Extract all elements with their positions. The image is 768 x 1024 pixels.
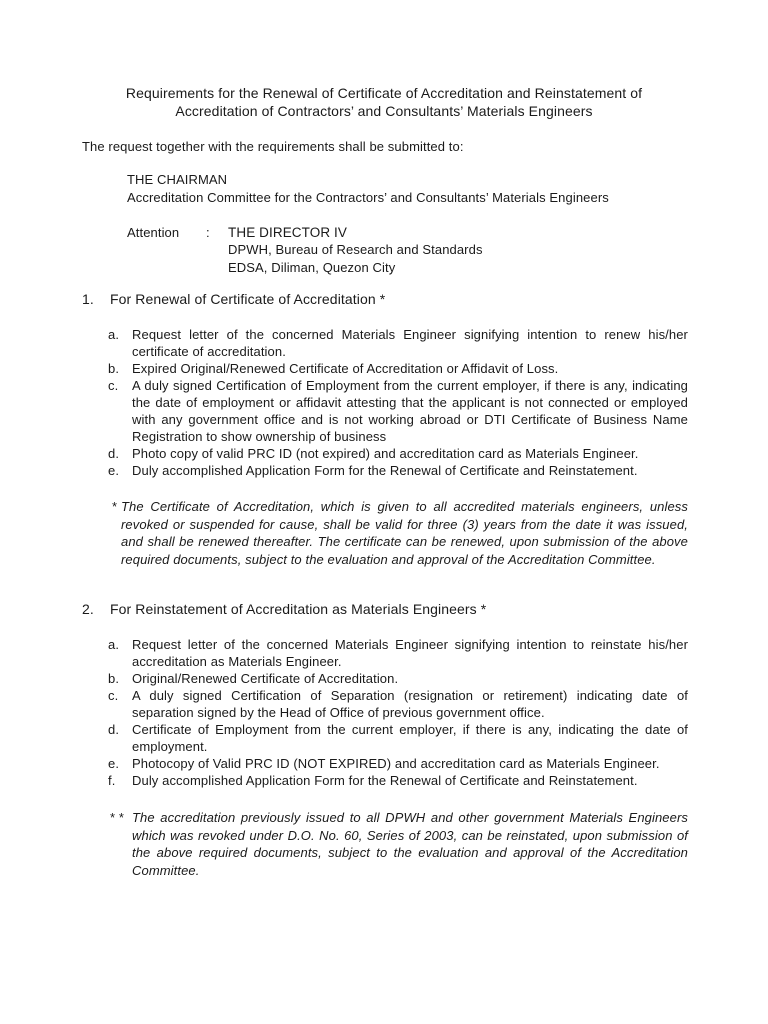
section-1-note <box>112 498 688 568</box>
list-item <box>108 721 688 755</box>
title-line-2: Accreditation of Contractors’ and Consultants’ Materials Engineers <box>175 103 593 119</box>
item-letter: d. <box>108 446 120 461</box>
list-item <box>108 755 688 772</box>
document-title <box>60 84 708 120</box>
item-letter: e. <box>108 756 120 771</box>
item-letter: a. <box>108 327 120 342</box>
section-number: 2. <box>82 601 94 617</box>
item-text: Expired Original/Renewed Certificate of Accreditation or Affidavit of Loss. <box>132 361 559 376</box>
item-letter: c. <box>108 378 119 393</box>
section-heading-text: For Renewal of Certificate of Accreditation * <box>110 291 386 307</box>
list-item <box>108 360 688 377</box>
section-1-requirements <box>108 326 688 479</box>
attention-line-1: THE DIRECTOR IV <box>228 225 348 240</box>
list-item <box>108 636 688 670</box>
list-item <box>108 377 688 445</box>
item-text: Photocopy of Valid PRC ID (NOT EXPIRED) and accreditation card as Materials Engineer. <box>132 756 660 771</box>
section-number: 1. <box>82 291 94 307</box>
attention-label: Attention <box>127 225 180 240</box>
item-text: Request letter of the concerned Materials Engineer signifying intention to reinstate his/her accreditation as Materials Engineer. <box>132 637 688 669</box>
list-item <box>108 462 688 479</box>
note-marker: * <box>112 499 118 514</box>
note-text: The Certificate of Accreditation, which is given to all accredited materials engineers, unless revoked or suspended for cause, shall be valid for three (3) years from the date it was issued, and shall be renewed thereafter. The certificate can be renewed, upon submission of the above required documents, subject to the evaluation and approval of the Accreditation Committee. <box>121 499 688 567</box>
item-letter: f. <box>108 773 116 788</box>
list-item <box>108 445 688 462</box>
item-text: Duly accomplished Application Form for the Renewal of Certificate and Reinstatement. <box>132 773 638 788</box>
item-text: Duly accomplished Application Form for the Renewal of Certificate and Reinstatement. <box>132 463 638 478</box>
item-letter: b. <box>108 361 120 376</box>
list-item <box>108 326 688 360</box>
attention-line-3: EDSA, Diliman, Quezon City <box>228 260 396 275</box>
item-text: A duly signed Certification of Separation (resignation or retirement) indicating date of separation signed by the Head of Office of previous government office. <box>132 688 688 720</box>
section-2-requirements <box>108 636 688 789</box>
section-2-note <box>110 809 688 879</box>
section-heading-text: For Reinstatement of Accreditation as Materials Engineers * <box>110 601 487 617</box>
item-text: Request letter of the concerned Materials Engineer signifying intention to renew his/her certificate of accreditation. <box>132 327 688 359</box>
list-item <box>108 687 688 721</box>
item-text: Photo copy of valid PRC ID (not expired) and accreditation card as Materials Engineer. <box>132 446 639 461</box>
note-text: The accreditation previously issued to all DPWH and other government Materials Engineers which was revoked under D.O. No. 60, Series of 2003, can be reinstated, upon submission of the above required documents, subject to the evaluation and approval of the Accreditation Committee. <box>132 810 688 878</box>
list-item <box>108 772 688 789</box>
item-letter: b. <box>108 671 120 686</box>
item-text: A duly signed Certification of Employment from the current employer, if there is any, indicating the date of employment or affidavit attesting that the applicant is not connected or employed with any government office and is not working abroad or DTI Certificate of Business Name Registration to show ownership of business <box>132 378 688 444</box>
note-marker: * * <box>110 810 125 825</box>
addressee-name: THE CHAIRMAN <box>127 172 228 187</box>
item-text: Original/Renewed Certificate of Accreditation. <box>132 671 399 686</box>
section-2-heading <box>82 601 486 617</box>
list-item <box>108 670 688 687</box>
intro-text: The request together with the requirements shall be submitted to: <box>82 139 464 154</box>
item-letter: a. <box>108 637 120 652</box>
item-letter: e. <box>108 463 120 478</box>
item-letter: c. <box>108 688 119 703</box>
item-text: Certificate of Employment from the current employer, if there is any, indicating the date of employment. <box>132 722 688 754</box>
attention-line-2: DPWH, Bureau of Research and Standards <box>228 242 483 257</box>
item-letter: d. <box>108 722 120 737</box>
attention-colon: : <box>206 225 210 240</box>
title-line-1: Requirements for the Renewal of Certificate of Accreditation and Reinstatement of <box>125 85 643 101</box>
addressee-committee: Accreditation Committee for the Contractors’ and Consultants’ Materials Engineers <box>127 190 609 205</box>
section-1-heading <box>82 291 385 307</box>
